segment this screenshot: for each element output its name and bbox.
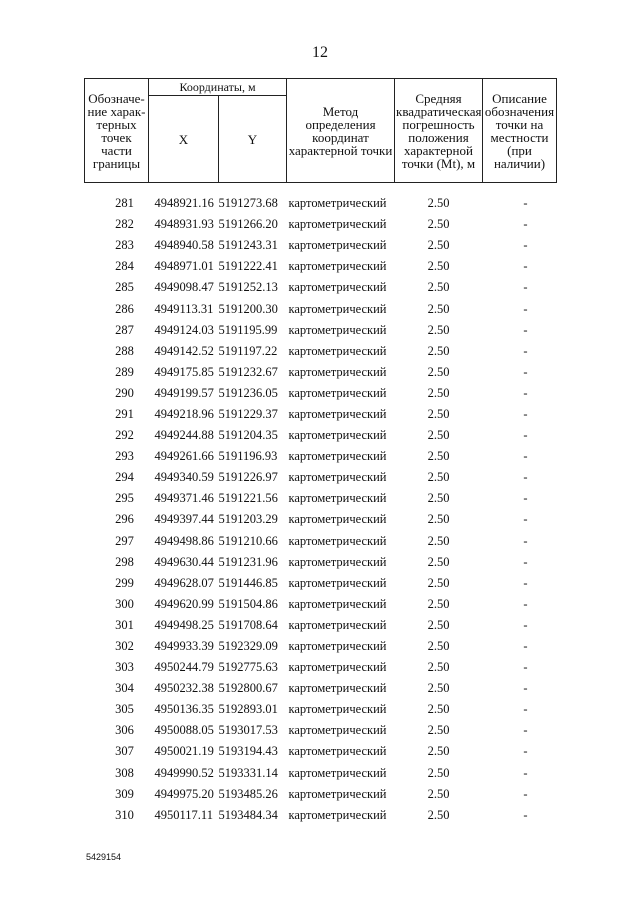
error-cell: 2.50 (427, 617, 450, 632)
description-cell: - (523, 301, 528, 316)
method-cell: картометрический (288, 702, 387, 717)
table-row (85, 678, 557, 699)
method-cell: картометрический (288, 512, 387, 527)
x-coordinate-cell: 4948931.93 (154, 217, 214, 232)
y-coordinate-cell: 5191504.86 (218, 596, 278, 611)
error-cell: 2.50 (427, 343, 450, 358)
point-number-cell: 305 (115, 702, 134, 717)
x-coordinate-cell: 4949371.46 (154, 491, 214, 506)
x-coordinate-cell: 4949397.44 (154, 512, 214, 527)
point-number-cell: 284 (115, 259, 134, 274)
method-cell: картометрический (288, 617, 387, 632)
point-number-cell: 282 (115, 217, 134, 232)
x-coordinate-cell: 4950088.05 (154, 723, 214, 738)
description-cell: - (523, 617, 528, 632)
description-cell: - (523, 596, 528, 611)
error-cell: 2.50 (427, 681, 450, 696)
x-coordinate-cell: 4948940.58 (154, 238, 214, 253)
description-cell: - (523, 322, 528, 337)
table-row (85, 298, 557, 319)
y-coordinate-cell: 5193484.34 (218, 807, 278, 822)
table-row (85, 573, 557, 594)
y-coordinate-cell: 5192800.67 (218, 681, 278, 696)
description-cell: - (523, 723, 528, 738)
x-coordinate-cell: 4950232.38 (154, 681, 214, 696)
x-coordinate-cell: 4948921.16 (154, 196, 214, 211)
y-coordinate-cell: 5193485.26 (218, 786, 278, 801)
header-coordinates: Координаты, м (149, 79, 287, 96)
point-number-cell: 303 (115, 660, 134, 675)
error-cell: 2.50 (427, 217, 450, 232)
point-number-cell: 289 (115, 364, 134, 379)
method-cell: картометрический (288, 217, 387, 232)
table-row (85, 657, 557, 678)
x-coordinate-cell: 4949628.07 (154, 575, 214, 590)
y-coordinate-cell: 5191243.31 (218, 238, 278, 253)
method-cell: картометрический (288, 491, 387, 506)
method-cell: картометрический (288, 385, 387, 400)
error-cell: 2.50 (427, 406, 450, 421)
table-row (85, 488, 557, 509)
method-cell: картометрический (288, 364, 387, 379)
description-cell: - (523, 512, 528, 527)
x-coordinate-cell: 4948971.01 (154, 259, 214, 274)
error-cell: 2.50 (427, 660, 450, 675)
table-row (85, 467, 557, 488)
table-header (85, 79, 557, 183)
table-row (85, 256, 557, 277)
point-number-cell: 306 (115, 723, 134, 738)
y-coordinate-cell: 5191203.29 (218, 512, 278, 527)
y-coordinate-cell: 5191446.85 (218, 575, 278, 590)
table-row (85, 763, 557, 784)
method-cell: картометрический (288, 343, 387, 358)
x-coordinate-cell: 4949933.39 (154, 639, 214, 654)
point-number-cell: 286 (115, 301, 134, 316)
error-cell: 2.50 (427, 575, 450, 590)
error-cell: 2.50 (427, 702, 450, 717)
point-number-cell: 302 (115, 639, 134, 654)
x-coordinate-cell: 4949975.20 (154, 786, 214, 801)
method-cell: картометрический (288, 238, 387, 253)
description-cell: - (523, 554, 528, 569)
table-row (85, 741, 557, 762)
x-coordinate-cell: 4949124.03 (154, 322, 214, 337)
point-number-cell: 307 (115, 744, 134, 759)
y-coordinate-cell: 5191196.93 (218, 449, 278, 464)
header-error: Средняя квадратическая погрешность положения характерной точки (Mt), м (395, 79, 483, 183)
y-coordinate-cell: 5191232.67 (218, 364, 278, 379)
error-cell: 2.50 (427, 533, 450, 548)
error-cell: 2.50 (427, 554, 450, 569)
y-coordinate-cell: 5191204.35 (218, 428, 278, 443)
method-cell: картометрический (288, 639, 387, 654)
y-coordinate-cell: 5193194.43 (218, 744, 278, 759)
y-coordinate-cell: 5191231.96 (218, 554, 278, 569)
description-cell: - (523, 470, 528, 485)
x-coordinate-cell: 4950117.11 (154, 807, 213, 822)
description-cell: - (523, 406, 528, 421)
x-coordinate-cell: 4949142.52 (154, 343, 214, 358)
x-coordinate-cell: 4949218.96 (154, 406, 214, 421)
method-cell: картометрический (288, 681, 387, 696)
error-cell: 2.50 (427, 238, 450, 253)
point-number-cell: 310 (115, 807, 134, 822)
method-cell: картометрический (288, 449, 387, 464)
error-cell: 2.50 (427, 280, 450, 295)
page-number: 12 (312, 44, 328, 61)
document-code: 5429154 (86, 852, 122, 862)
y-coordinate-cell: 5191210.66 (218, 533, 278, 548)
table-row (85, 699, 557, 720)
error-cell: 2.50 (427, 301, 450, 316)
point-number-cell: 291 (115, 406, 134, 421)
table-body (85, 183, 557, 826)
error-cell: 2.50 (427, 259, 450, 274)
description-cell: - (523, 807, 528, 822)
y-coordinate-cell: 5192775.63 (218, 660, 278, 675)
coordinates-table (84, 78, 557, 826)
y-coordinate-cell: 5191200.30 (218, 301, 278, 316)
table-row (85, 235, 557, 256)
description-cell: - (523, 385, 528, 400)
point-number-cell: 296 (115, 512, 134, 527)
description-cell: - (523, 575, 528, 590)
table-row (85, 214, 557, 235)
x-coordinate-cell: 4949630.44 (154, 554, 214, 569)
point-number-cell: 309 (115, 786, 134, 801)
point-number-cell: 295 (115, 491, 134, 506)
description-cell: - (523, 343, 528, 358)
y-coordinate-cell: 5191195.99 (218, 322, 278, 337)
y-coordinate-cell: 5193331.14 (218, 765, 278, 780)
x-coordinate-cell: 4949261.66 (154, 449, 214, 464)
x-coordinate-cell: 4949098.47 (154, 280, 214, 295)
table-row (85, 404, 557, 425)
error-cell: 2.50 (427, 322, 450, 337)
error-cell: 2.50 (427, 639, 450, 654)
header-description: Описание обозначения точки на местности (при наличии) (483, 79, 557, 183)
point-number-cell: 300 (115, 596, 134, 611)
description-cell: - (523, 660, 528, 675)
point-number-cell: 299 (115, 575, 134, 590)
x-coordinate-cell: 4949498.86 (154, 533, 214, 548)
x-coordinate-cell: 4949199.57 (154, 385, 214, 400)
method-cell: картометрический (288, 744, 387, 759)
table-row (85, 383, 557, 404)
method-cell: картометрический (288, 406, 387, 421)
error-cell: 2.50 (427, 196, 450, 211)
point-number-cell: 283 (115, 238, 134, 253)
error-cell: 2.50 (427, 765, 450, 780)
method-cell: картометрический (288, 575, 387, 590)
point-number-cell: 287 (115, 322, 134, 337)
x-coordinate-cell: 4949113.31 (154, 301, 214, 316)
method-cell: картометрический (288, 322, 387, 337)
table-row (85, 636, 557, 657)
error-cell: 2.50 (427, 385, 450, 400)
error-cell: 2.50 (427, 470, 450, 485)
error-cell: 2.50 (427, 364, 450, 379)
y-coordinate-cell: 5193017.53 (218, 723, 278, 738)
x-coordinate-cell: 4949244.88 (154, 428, 214, 443)
x-coordinate-cell: 4949990.52 (154, 765, 214, 780)
error-cell: 2.50 (427, 807, 450, 822)
x-coordinate-cell: 4949340.59 (154, 470, 214, 485)
description-cell: - (523, 639, 528, 654)
method-cell: картометрический (288, 660, 387, 675)
y-coordinate-cell: 5191236.05 (218, 385, 278, 400)
point-number-cell: 293 (115, 449, 134, 464)
point-number-cell: 294 (115, 470, 134, 485)
method-cell: картометрический (288, 533, 387, 548)
description-cell: - (523, 765, 528, 780)
header-x: X (149, 96, 219, 183)
description-cell: - (523, 259, 528, 274)
table-row (85, 531, 557, 552)
description-cell: - (523, 428, 528, 443)
table-row (85, 362, 557, 383)
description-cell: - (523, 196, 528, 211)
description-cell: - (523, 280, 528, 295)
description-cell: - (523, 364, 528, 379)
y-coordinate-cell: 5191266.20 (218, 217, 278, 232)
header-point: Обозначе-ние харак-терных точек части границы (85, 79, 149, 183)
x-coordinate-cell: 4949498.25 (154, 617, 214, 632)
error-cell: 2.50 (427, 512, 450, 527)
table-row (85, 615, 557, 636)
table-row (85, 552, 557, 573)
table-row (85, 183, 557, 215)
description-cell: - (523, 744, 528, 759)
table-row (85, 509, 557, 530)
point-number-cell: 288 (115, 343, 134, 358)
table-row (85, 784, 557, 805)
method-cell: картометрический (288, 554, 387, 569)
error-cell: 2.50 (427, 723, 450, 738)
y-coordinate-cell: 5191222.41 (218, 259, 278, 274)
y-coordinate-cell: 5191226.97 (218, 470, 278, 485)
method-cell: картометрический (288, 280, 387, 295)
header-y: Y (219, 96, 287, 183)
y-coordinate-cell: 5191708.64 (218, 617, 278, 632)
table-row (85, 446, 557, 467)
point-number-cell: 281 (115, 196, 134, 211)
point-number-cell: 285 (115, 280, 134, 295)
point-number-cell: 298 (115, 554, 134, 569)
point-number-cell: 290 (115, 385, 134, 400)
method-cell: картометрический (288, 470, 387, 485)
description-cell: - (523, 491, 528, 506)
table-row (85, 594, 557, 615)
error-cell: 2.50 (427, 744, 450, 759)
point-number-cell: 292 (115, 428, 134, 443)
method-cell: картометрический (288, 765, 387, 780)
description-cell: - (523, 449, 528, 464)
table-row (85, 320, 557, 341)
method-cell: картометрический (288, 786, 387, 801)
y-coordinate-cell: 5192329.09 (218, 639, 278, 654)
error-cell: 2.50 (427, 786, 450, 801)
error-cell: 2.50 (427, 428, 450, 443)
table-row (85, 805, 557, 826)
table-row (85, 277, 557, 298)
method-cell: картометрический (288, 807, 387, 822)
description-cell: - (523, 238, 528, 253)
method-cell: картометрический (288, 723, 387, 738)
x-coordinate-cell: 4949175.85 (154, 364, 214, 379)
point-number-cell: 297 (115, 533, 134, 548)
method-cell: картометрический (288, 196, 387, 211)
y-coordinate-cell: 5191252.13 (218, 280, 278, 295)
error-cell: 2.50 (427, 491, 450, 506)
description-cell: - (523, 681, 528, 696)
point-number-cell: 304 (115, 681, 134, 696)
y-coordinate-cell: 5191221.56 (218, 491, 278, 506)
method-cell: картометрический (288, 428, 387, 443)
table-row (85, 720, 557, 741)
x-coordinate-cell: 4949620.99 (154, 596, 214, 611)
x-coordinate-cell: 4950136.35 (154, 702, 214, 717)
y-coordinate-cell: 5191197.22 (218, 343, 278, 358)
error-cell: 2.50 (427, 596, 450, 611)
method-cell: картометрический (288, 259, 387, 274)
table-row (85, 341, 557, 362)
point-number-cell: 308 (115, 765, 134, 780)
error-cell: 2.50 (427, 449, 450, 464)
x-coordinate-cell: 4950244.79 (154, 660, 214, 675)
description-cell: - (523, 702, 528, 717)
table-row (85, 425, 557, 446)
header-method: Метод определения координат характерной точки (287, 79, 395, 183)
y-coordinate-cell: 5191229.37 (218, 406, 278, 421)
description-cell: - (523, 533, 528, 548)
method-cell: картометрический (288, 301, 387, 316)
method-cell: картометрический (288, 596, 387, 611)
y-coordinate-cell: 5191273.68 (218, 196, 278, 211)
description-cell: - (523, 786, 528, 801)
point-number-cell: 301 (115, 617, 134, 632)
x-coordinate-cell: 4950021.19 (154, 744, 214, 759)
y-coordinate-cell: 5192893.01 (218, 702, 278, 717)
description-cell: - (523, 217, 528, 232)
